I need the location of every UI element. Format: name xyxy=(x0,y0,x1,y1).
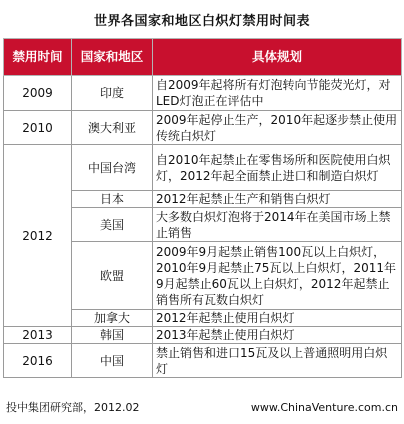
header-region: 国家和地区 xyxy=(72,39,153,76)
table-row xyxy=(4,344,402,378)
region-cell: 美国 xyxy=(72,208,153,242)
table-row xyxy=(4,111,402,145)
region-cell: 加拿大 xyxy=(72,310,153,327)
table-title: 世界各国家和地区白炽灯禁用时间表 xyxy=(93,14,310,29)
region-cell: 韩国 xyxy=(72,327,153,344)
year-cell: 2013 xyxy=(4,327,72,344)
header-plan: 具体规划 xyxy=(153,39,402,76)
header-year: 禁用时间 xyxy=(4,39,72,76)
region-cell: 中国台湾 xyxy=(72,145,153,191)
plan-cell: 2009年9月起禁止销售100瓦以上白炽灯，2010年9月起禁止75瓦以上白炽灯，2011年9月起禁止60瓦以上白炽灯，2012年起禁止销售所有瓦数白炽灯 xyxy=(153,242,402,310)
table-row xyxy=(4,327,402,344)
plan-cell: 自2010年起禁止在零售场所和医院使用白炽灯，2012年起全面禁止进口和制造白炽灯 xyxy=(153,145,402,191)
region-cell: 中国 xyxy=(72,344,153,378)
region-cell: 澳大利亚 xyxy=(72,111,153,145)
year-cell: 2009 xyxy=(4,76,72,111)
website-note: www.ChinaVenture.com.cn xyxy=(250,401,398,414)
plan-cell: 自2009年起将所有灯泡转向节能荧光灯，对LED灯泡正在评估中 xyxy=(153,76,402,111)
plan-cell: 禁止销售和进口15瓦及以上普通照明用白炽灯 xyxy=(153,344,402,378)
header-row xyxy=(4,39,402,76)
year-cell: 2010 xyxy=(4,111,72,145)
table-row xyxy=(4,145,402,191)
year-cell: 2012 xyxy=(4,145,72,327)
year-cell: 2016 xyxy=(4,344,72,378)
region-cell: 印度 xyxy=(72,76,153,111)
region-cell: 欧盟 xyxy=(72,242,153,310)
footer xyxy=(3,398,401,418)
table-row xyxy=(4,76,402,111)
ban-schedule-table xyxy=(3,38,402,378)
source-note: 投中集团研究部，2012.02 xyxy=(6,401,140,414)
plan-cell: 2012年起禁止使用白炽灯 xyxy=(153,310,402,327)
plan-cell: 2009年起停止生产，2010年起逐步禁止使用传统白炽灯 xyxy=(153,111,402,145)
plan-cell: 大多数白炽灯泡将于2014年在美国市场上禁止销售 xyxy=(153,208,402,242)
region-cell: 日本 xyxy=(72,191,153,208)
plan-cell: 2012年起禁止生产和销售白炽灯 xyxy=(153,191,402,208)
plan-cell: 2013年起禁止使用白炽灯 xyxy=(153,327,402,344)
